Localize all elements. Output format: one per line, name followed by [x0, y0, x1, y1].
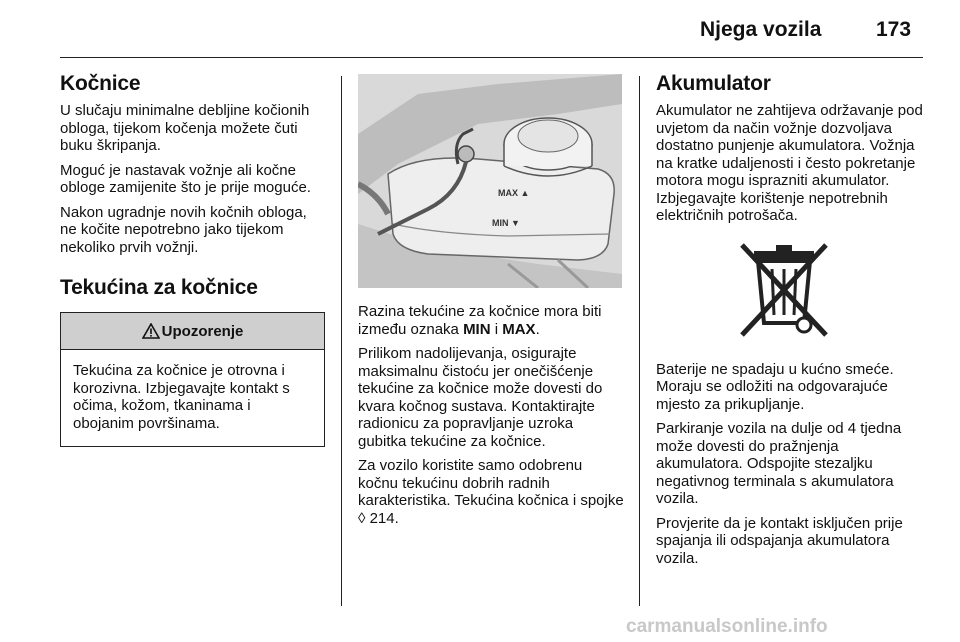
battery-paragraph-4: Provjerite da je kontakt isključen prije spajanja ili odspajanja akumulatora vozila. — [656, 514, 903, 567]
brake-fluid-paragraph-3: Za vozilo koristite samo odobrenu kočnu tekućinu dobrih radnih karakteristika. Tekućina kočnica i spojke ◊ 214. — [358, 457, 624, 527]
column-divider-2 — [639, 76, 640, 606]
brake-fluid-reservoir-photo — [358, 74, 622, 288]
brakes-paragraph-1: U slučaju minimalne debljine kočionih obloga, tijekom kočenja možete čuti buku škripanja. — [60, 102, 310, 154]
page-header — [0, 0, 960, 62]
min-mark: MIN — [463, 320, 491, 338]
photo-label-max: MAX ▲ — [498, 188, 530, 198]
brake-fluid-paragraph-1: Razina tekućine za kočnice mora biti između oznaka MIN i MAX. — [358, 303, 602, 338]
warning-box — [60, 312, 325, 447]
battery-paragraph-1: Akumulator ne zahtijeva održavanje pod uvjetom da način vožnje dozvoljava dostatno punjenje akumulatora. Vožnja na kratke udaljenosti i često pokretanje motora mogu isprazniti akumulator. Izbjegavajte korištenje nepotrebnih električnih potrošača. — [656, 102, 923, 224]
battery-heading: Akumulator — [656, 72, 771, 95]
brake-fluid-heading: Tekućina za kočnice — [60, 276, 258, 299]
section-title: Njega vozila — [700, 18, 822, 41]
brakes-paragraph-3: Nakon ugradnje novih kočnih obloga, ne kočite nepotrebno jako tijekom nekoliko prvih vožnji. — [60, 203, 307, 256]
brakes-heading: Kočnice — [60, 72, 141, 95]
battery-paragraph-3: Parkiranje vozila na dulje od 4 tjedna može dovesti do pražnjenja akumulatora. Odspojite stezaljku negativnog terminala s akumulatora vozila. — [656, 420, 902, 507]
warning-text: Tekućina za kočnice je otrovna i korozivna. Izbjegavajte kontakt s očima, kožom, tkaninama i obojanim površinama. — [73, 362, 290, 432]
battery-paragraph-2: Baterije ne spadaju u kućno smeće. Moraju se odložiti na odgovarajuće mjesto za prikupljanje. — [656, 360, 894, 413]
brakes-paragraph-2: Moguć je nastavak vožnje ali kočne obloge zamijenite što je prije moguće. — [60, 161, 311, 196]
photo-label-min: MIN ▼ — [492, 218, 520, 228]
column-battery — [656, 72, 924, 574]
column-brake-fluid — [358, 74, 624, 534]
column-brakes — [60, 72, 325, 447]
page-number: 173 — [876, 18, 912, 41]
page-reference[interactable]: 214. — [365, 509, 399, 527]
header-divider — [60, 57, 923, 58]
column-divider-1 — [341, 76, 342, 606]
brake-fluid-paragraph-2: Prilikom nadolijevanja, osigurajte maksimalnu čistoću jer onečišćenje tekućine za kočnice može dovesti do kvara kočnog sustava. Kontaktirajte radionicu za popravljanje uzroka gubitka tekućine za kočnice. — [358, 345, 603, 450]
page-reference-icon: ◊ — [358, 509, 366, 527]
warning-title: Upozorenje — [161, 322, 244, 340]
watermark: carmanualsonline.info — [626, 616, 828, 637]
warning-triangle-icon — [142, 323, 160, 339]
max-mark: MAX — [502, 320, 536, 338]
crossed-out-bin-icon — [732, 239, 836, 343]
warning-header — [61, 313, 324, 350]
